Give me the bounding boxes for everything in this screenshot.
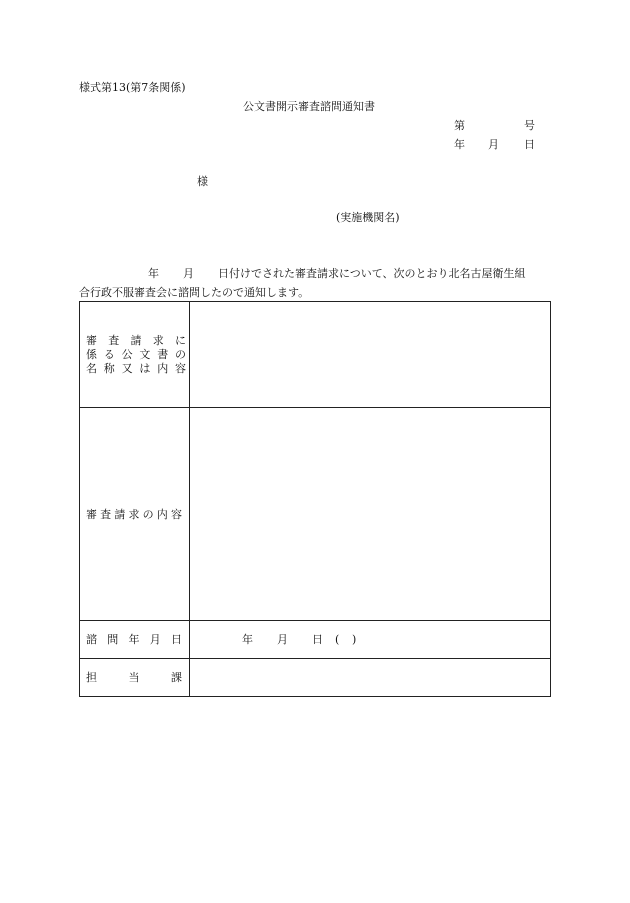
label-char: 求 xyxy=(128,508,140,521)
label-char: 査 xyxy=(100,508,112,521)
label-char: 日 xyxy=(171,633,182,646)
addressee-sama: 様 xyxy=(197,175,208,188)
weekday-paren-close: ) xyxy=(352,633,357,646)
label-char: る xyxy=(103,348,115,361)
label-line xyxy=(86,508,182,522)
implementing-agency-name: (実施機関名) xyxy=(336,211,400,224)
document-title: 公文書開示審査諮問通知書 xyxy=(243,100,375,113)
label-char: に xyxy=(175,334,186,347)
date-month: 月 xyxy=(488,138,499,151)
label-char: 又 xyxy=(121,362,133,375)
table-row-document-name xyxy=(80,302,550,408)
label-char: 容 xyxy=(170,508,182,521)
label-char: 容 xyxy=(174,362,186,375)
inquiry-day: 日 xyxy=(312,633,323,646)
row-label-department xyxy=(80,659,190,697)
label-char: 求 xyxy=(152,334,164,347)
inquiry-date-value[interactable] xyxy=(190,621,550,658)
label-char: 係 xyxy=(86,348,97,361)
label-char: 審 xyxy=(86,508,97,521)
label-line xyxy=(86,362,186,376)
label-char: 内 xyxy=(157,362,169,375)
label-line xyxy=(86,671,182,685)
body-line-2: 合行政不服審査会に諮問したので通知します。 xyxy=(79,286,310,299)
body-month: 月 xyxy=(183,267,194,280)
label-char: の xyxy=(142,508,154,521)
label-char: 請 xyxy=(130,334,142,347)
label-char: 諮 xyxy=(86,633,97,646)
number-go: 号 xyxy=(524,119,535,132)
label-char: 請 xyxy=(114,508,126,521)
table-row-inquiry-date xyxy=(80,621,550,659)
label-char: 文 xyxy=(139,348,151,361)
label-char: は xyxy=(139,362,151,375)
table-row-department xyxy=(80,659,550,697)
label-char: の xyxy=(174,348,186,361)
label-line xyxy=(86,633,182,647)
label-char: 公 xyxy=(121,348,133,361)
form-number: 様式第13(第7条関係) xyxy=(79,81,186,94)
inquiry-year: 年 xyxy=(242,633,253,646)
body-line-1: 日付けでされた審査請求について、次のとおり北名古屋衛生組 xyxy=(218,267,526,280)
body-year: 年 xyxy=(148,267,159,280)
weekday-paren-open: ( xyxy=(335,633,340,646)
label-char: 担 xyxy=(86,671,97,684)
number-dai: 第 xyxy=(454,119,465,132)
date-year: 年 xyxy=(454,138,465,151)
label-char: 内 xyxy=(156,508,168,521)
inquiry-month: 月 xyxy=(277,633,288,646)
label-char: 課 xyxy=(171,671,182,684)
notice-table xyxy=(79,301,551,697)
label-char: 審 xyxy=(86,334,97,347)
label-line xyxy=(86,348,186,362)
request-content-value[interactable] xyxy=(190,408,550,620)
label-line xyxy=(86,334,186,348)
table-row-request-content xyxy=(80,408,550,621)
row-label-request-content xyxy=(80,408,190,620)
date-day: 日 xyxy=(524,138,535,151)
label-char: 名 xyxy=(86,362,97,375)
department-value[interactable] xyxy=(190,659,550,697)
document-name-value[interactable] xyxy=(190,302,550,407)
label-char: 書 xyxy=(157,348,169,361)
label-char: 年 xyxy=(128,633,140,646)
label-char: 称 xyxy=(103,362,115,375)
label-char: 問 xyxy=(107,633,119,646)
row-label-inquiry-date xyxy=(80,621,190,658)
label-char: 査 xyxy=(108,334,120,347)
row-label-document-name xyxy=(80,302,190,407)
label-char: 当 xyxy=(128,671,140,684)
label-char: 月 xyxy=(149,633,161,646)
